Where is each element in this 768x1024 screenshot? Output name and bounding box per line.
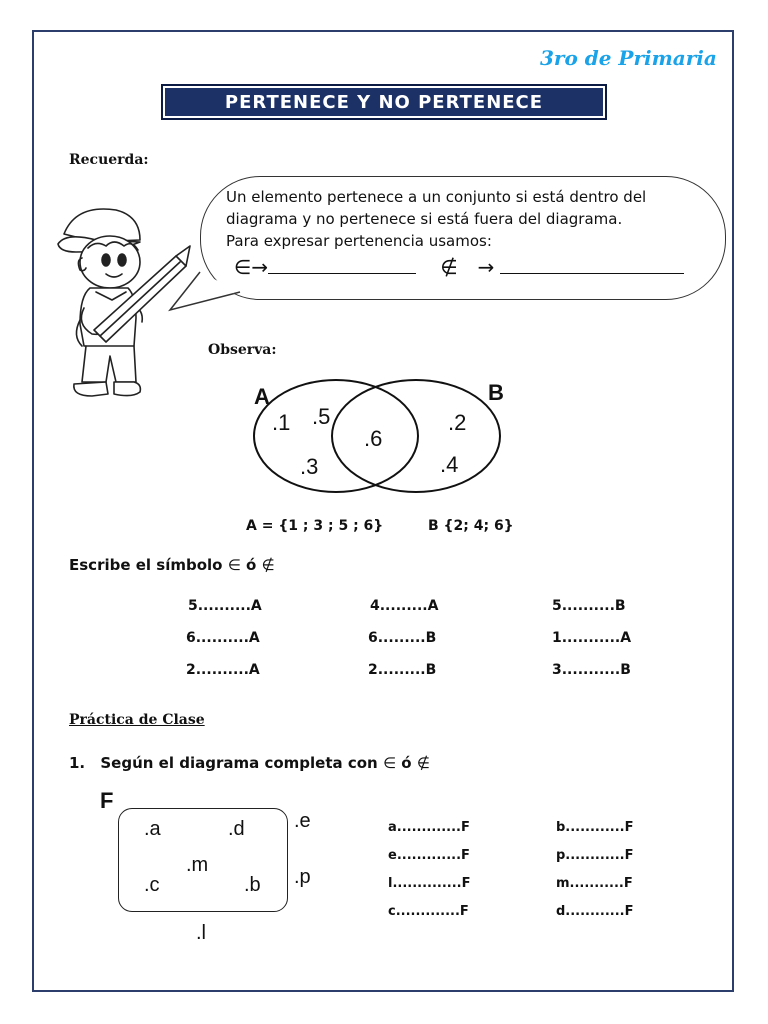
set-a-circle [254,380,418,492]
question-item[interactable]: d............F [556,904,634,919]
question-item[interactable]: e.............F [388,848,470,863]
question-item[interactable]: b............F [556,820,634,835]
venn-element: .4 [440,452,459,477]
arrow-icon: → [251,255,269,279]
set-f-element: .m [186,854,209,876]
venn-element: .6 [364,426,383,451]
bubble-text [226,186,716,278]
set-f-element: .a [144,818,161,840]
bubble-line-1: Un elemento pertenece a un conjunto si está dentro del [226,188,647,206]
title-banner [161,84,607,120]
set-a-definition: A = {1 ; 3 ; 5 ; 6} [246,518,384,534]
exercise-item[interactable]: 6.........B [368,630,437,646]
grade-label: 3ro de Primaria [540,46,717,70]
exercise-item[interactable]: 6..........A [186,630,260,646]
question-number: 1. [69,754,86,772]
question-item[interactable]: a.............F [388,820,470,835]
not-element-of-symbol: ∉ [440,255,458,279]
set-f-element: .d [228,818,245,840]
set-f-label: F [100,788,114,813]
element-of-symbol: ∈ [227,556,241,574]
practice-title: Práctica de Clase [69,712,205,728]
page-title: PERTENECE Y NO PERTENECE [224,91,544,113]
question-item[interactable]: p............F [556,848,634,863]
exercise-prompt-text: Escribe el símbolo [69,556,223,574]
question-text: Según el diagrama completa con [100,754,378,772]
or-text: ó [246,556,257,574]
not-element-of-symbol: ∉ [261,556,275,574]
exercise-item[interactable]: 1...........A [552,630,632,646]
exercise-item[interactable]: 2..........A [186,662,260,678]
set-b-definition: B {2; 4; 6} [428,518,514,534]
element-of-symbol: ∈ [234,255,252,279]
exercise-prompt [69,556,275,574]
set-f-outside-element: .l [196,922,206,944]
element-of-symbol: ∈ [382,754,397,772]
bubble-line-3: Para expresar pertenencia usamos: [226,232,492,250]
venn-set-a-label: A [254,384,270,409]
set-f-outside-element: .p [294,866,311,888]
not-element-of-symbol: ∉ [416,754,430,772]
set-b-circle [332,380,500,492]
answer-blank-1[interactable] [268,257,416,274]
venn-element: .1 [272,410,291,435]
question-item[interactable]: l..............F [388,876,471,891]
exercise-item[interactable]: 2.........B [368,662,437,678]
or-text: ó [401,754,412,772]
venn-element: .3 [300,454,319,479]
question-item[interactable]: m...........F [556,876,633,891]
bubble-symbols-row [226,256,716,278]
arrow-icon: → [477,255,495,279]
exercise-item[interactable]: 3...........B [552,662,631,678]
set-f-outside-element: .e [294,810,311,832]
exercise-item[interactable]: 4.........A [370,598,439,614]
venn-element: .2 [448,410,467,435]
set-f-element: .c [144,874,160,896]
exercise-item[interactable]: 5..........A [188,598,262,614]
venn-set-b-label: B [488,380,504,405]
observa-label: Observa: [208,342,277,358]
question-1 [69,754,430,772]
recuerda-label: Recuerda: [69,152,149,168]
set-f-element: .b [244,874,261,896]
answer-blank-2[interactable] [500,257,684,274]
venn-element: .5 [312,404,331,429]
question-item[interactable]: c.............F [388,904,469,919]
bubble-line-2: diagrama y no pertenece si está fuera del diagrama. [226,210,623,228]
exercise-item[interactable]: 5..........B [552,598,626,614]
